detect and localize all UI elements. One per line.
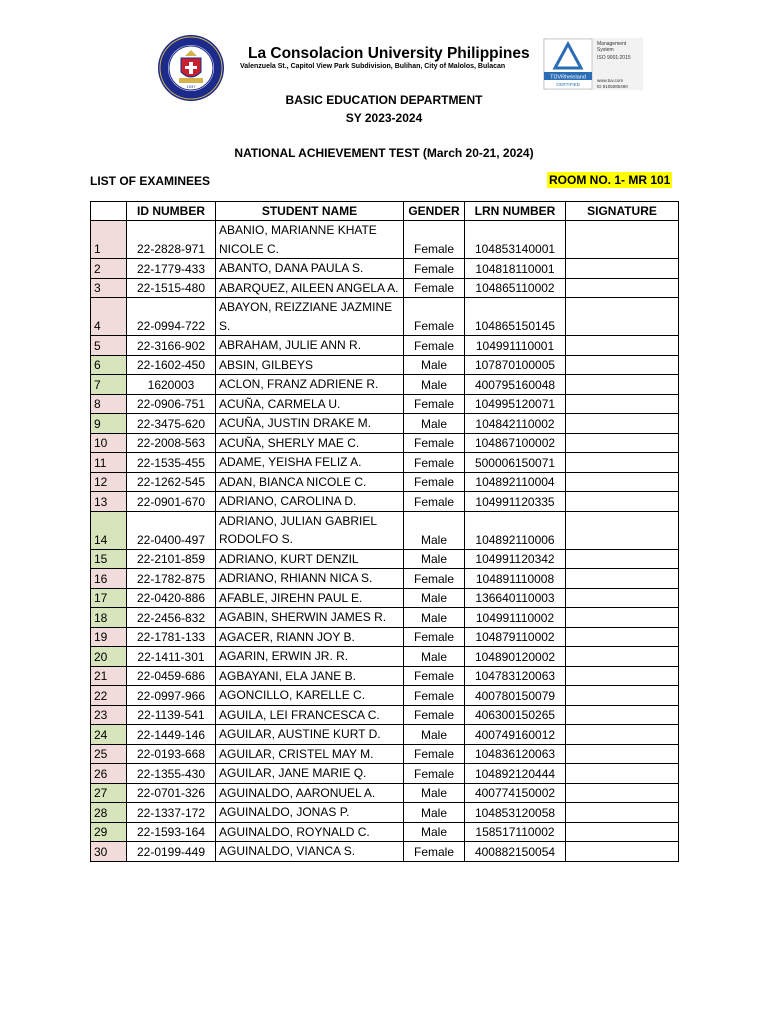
gender-cell: Male: [404, 783, 465, 803]
student-name-cell: ACUÑA, SHERLY MAE C.: [216, 433, 404, 453]
table-row: [91, 375, 679, 395]
lrn-number-cell: 104879110002: [465, 627, 566, 647]
table-row: [91, 492, 679, 512]
svg-text:CERTIFIED: CERTIFIED: [556, 82, 580, 87]
gender-cell: Male: [404, 588, 465, 608]
row-number: 4: [91, 298, 127, 336]
table-row: [91, 608, 679, 628]
student-name-cell: ABSIN, GILBEYS: [216, 355, 404, 375]
lrn-number-cell: 400749160012: [465, 725, 566, 745]
row-number: 11: [91, 453, 127, 473]
signature-cell[interactable]: [566, 725, 679, 745]
row-number: 24: [91, 725, 127, 745]
gender-cell: Female: [404, 453, 465, 473]
gender-cell: Male: [404, 803, 465, 823]
table-row: [91, 298, 679, 336]
gender-cell: Female: [404, 842, 465, 862]
student-name-cell: AGUINALDO, AARONUEL A.: [216, 783, 404, 803]
row-number: 10: [91, 433, 127, 453]
column-header-lrn-number: LRN NUMBER: [465, 202, 566, 221]
id-number-cell: 22-2456-832: [127, 608, 216, 628]
id-number-cell: 22-1449-146: [127, 725, 216, 745]
lrn-number-cell: 104892110004: [465, 472, 566, 492]
gender-cell: Male: [404, 608, 465, 628]
gender-cell: Male: [404, 511, 465, 549]
signature-cell[interactable]: [566, 492, 679, 512]
svg-text:1937: 1937: [186, 84, 196, 89]
examinees-table: [90, 201, 679, 862]
id-number-cell: 22-2008-563: [127, 433, 216, 453]
table-row: [91, 744, 679, 764]
signature-cell[interactable]: [566, 608, 679, 628]
gender-cell: Male: [404, 647, 465, 667]
signature-cell[interactable]: [566, 414, 679, 434]
id-number-cell: 22-1262-545: [127, 472, 216, 492]
lrn-number-cell: 104995120071: [465, 394, 566, 414]
row-number: 5: [91, 336, 127, 356]
column-header-number: [91, 202, 127, 221]
school-year: SY 2023-2024: [345, 111, 423, 125]
id-number-cell: 22-2828-971: [127, 221, 216, 259]
student-name-cell: ADAME, YEISHA FELIZ A.: [216, 453, 404, 473]
signature-cell[interactable]: [566, 822, 679, 842]
student-name-cell: ABANIO, MARIANNE KHATE NICOLE C.: [216, 221, 404, 259]
department-title: BASIC EDUCATION DEPARTMENT: [285, 93, 483, 107]
id-number-cell: 22-0994-722: [127, 298, 216, 336]
student-name-cell: ADRIANO, RHIANN NICA S.: [216, 569, 404, 589]
lrn-number-cell: 406300150265: [465, 705, 566, 725]
row-number: 22: [91, 686, 127, 706]
row-number: 8: [91, 394, 127, 414]
row-number: 7: [91, 375, 127, 395]
student-name-cell: ADRIANO, CAROLINA D.: [216, 492, 404, 512]
row-number: 14: [91, 511, 127, 549]
student-name-cell: AGUILAR, AUSTINE KURT D.: [216, 725, 404, 745]
table-row: [91, 783, 679, 803]
lrn-number-cell: 104783120063: [465, 666, 566, 686]
svg-text:System: System: [597, 47, 614, 53]
table-row: [91, 453, 679, 473]
student-name-cell: AGBAYANI, ELA JANE B.: [216, 666, 404, 686]
lrn-number-cell: 400780150079: [465, 686, 566, 706]
lrn-number-cell: 104865150145: [465, 298, 566, 336]
id-number-cell: 22-1411-301: [127, 647, 216, 667]
gender-cell: Female: [404, 569, 465, 589]
gender-cell: Female: [404, 705, 465, 725]
id-number-cell: 22-0193-668: [127, 744, 216, 764]
student-name-cell: ACUÑA, CARMELA U.: [216, 394, 404, 414]
lrn-number-cell: 104892110006: [465, 511, 566, 549]
university-name: La Consolacion University Philippines: [248, 45, 530, 62]
table-row: [91, 472, 679, 492]
signature-cell[interactable]: [566, 744, 679, 764]
id-number-cell: 22-1535-455: [127, 453, 216, 473]
signature-cell[interactable]: [566, 764, 679, 784]
signature-cell[interactable]: [566, 221, 679, 259]
signature-cell[interactable]: [566, 647, 679, 667]
table-header-row: [91, 202, 679, 221]
gender-cell: Female: [404, 394, 465, 414]
id-number-cell: 22-0199-449: [127, 842, 216, 862]
row-number: 28: [91, 803, 127, 823]
lrn-number-cell: 400774150002: [465, 783, 566, 803]
id-number-cell: 22-1337-172: [127, 803, 216, 823]
table-row: [91, 842, 679, 862]
id-number-cell: 22-0459-686: [127, 666, 216, 686]
gender-cell: Female: [404, 686, 465, 706]
svg-text:www.tuv.com: www.tuv.com: [597, 78, 624, 83]
id-number-cell: 22-0420-886: [127, 588, 216, 608]
row-number: 25: [91, 744, 127, 764]
row-number: 12: [91, 472, 127, 492]
id-number-cell: 22-3475-620: [127, 414, 216, 434]
signature-cell[interactable]: [566, 453, 679, 473]
lrn-number-cell: 400882150054: [465, 842, 566, 862]
lrn-number-cell: 104991110002: [465, 608, 566, 628]
row-number: 2: [91, 259, 127, 279]
table-row: [91, 221, 679, 259]
id-number-cell: 22-0400-497: [127, 511, 216, 549]
id-number-cell: 22-1602-450: [127, 355, 216, 375]
university-seal-logo: [157, 34, 225, 102]
student-name-cell: AGARIN, ERWIN JR. R.: [216, 647, 404, 667]
gender-cell: Female: [404, 472, 465, 492]
id-number-cell: 22-2101-859: [127, 549, 216, 569]
table-row: [91, 725, 679, 745]
gender-cell: Female: [404, 666, 465, 686]
student-name-cell: AFABLE, JIREHN PAUL E.: [216, 588, 404, 608]
lrn-number-cell: 104991120342: [465, 549, 566, 569]
student-name-cell: ADRIANO, JULIAN GABRIEL RODOLFO S.: [216, 511, 404, 549]
id-number-cell: 1620003: [127, 375, 216, 395]
lrn-number-cell: 500006150071: [465, 453, 566, 473]
id-number-cell: 22-0701-326: [127, 783, 216, 803]
signature-cell[interactable]: [566, 803, 679, 823]
lrn-number-cell: 136640110003: [465, 588, 566, 608]
id-number-cell: 22-0997-966: [127, 686, 216, 706]
student-name-cell: AGUILAR, JANE MARIE Q.: [216, 764, 404, 784]
student-name-cell: AGUINALDO, VIANCA S.: [216, 842, 404, 862]
tuv-certification-logo: [543, 38, 643, 90]
row-number: 13: [91, 492, 127, 512]
student-name-cell: ABRAHAM, JULIE ANN R.: [216, 336, 404, 356]
table-row: [91, 549, 679, 569]
row-number: 6: [91, 355, 127, 375]
signature-cell[interactable]: [566, 549, 679, 569]
room-number-label: ROOM NO. 1- MR 101: [549, 173, 671, 187]
lrn-number-cell: 104842110002: [465, 414, 566, 434]
gender-cell: Male: [404, 549, 465, 569]
column-header-gender: GENDER: [404, 202, 465, 221]
gender-cell: Male: [404, 414, 465, 434]
svg-text:Management: Management: [597, 41, 627, 47]
lrn-number-cell: 158517110002: [465, 822, 566, 842]
student-name-cell: ACUÑA, JUSTIN DRAKE M.: [216, 414, 404, 434]
table-row: [91, 764, 679, 784]
row-number: 9: [91, 414, 127, 434]
table-row: [91, 336, 679, 356]
gender-cell: Male: [404, 355, 465, 375]
signature-cell[interactable]: [566, 298, 679, 336]
signature-cell[interactable]: [566, 511, 679, 549]
student-name-cell: AGUILA, LEI FRANCESCA C.: [216, 705, 404, 725]
exam-title: NATIONAL ACHIEVEMENT TEST (March 20-21, 2024): [234, 146, 534, 160]
table-body: [91, 221, 679, 862]
signature-cell[interactable]: [566, 588, 679, 608]
id-number-cell: 22-0906-751: [127, 394, 216, 414]
row-number: 21: [91, 666, 127, 686]
lrn-number-cell: 104991110001: [465, 336, 566, 356]
column-header-signature: SIGNATURE: [566, 202, 679, 221]
lrn-number-cell: 104891110008: [465, 569, 566, 589]
row-number: 18: [91, 608, 127, 628]
row-number: 15: [91, 549, 127, 569]
signature-cell[interactable]: [566, 705, 679, 725]
gender-cell: Female: [404, 744, 465, 764]
signature-cell[interactable]: [566, 783, 679, 803]
gender-cell: Female: [404, 278, 465, 298]
id-number-cell: 22-3166-902: [127, 336, 216, 356]
student-name-cell: ABAYON, REIZZIANE JAZMINE S.: [216, 298, 404, 336]
gender-cell: Female: [404, 492, 465, 512]
row-number: 27: [91, 783, 127, 803]
gender-cell: Female: [404, 298, 465, 336]
student-name-cell: AGUILAR, CRISTEL MAY M.: [216, 744, 404, 764]
table-row: [91, 511, 679, 549]
id-number-cell: 22-1781-133: [127, 627, 216, 647]
table-row: [91, 569, 679, 589]
lrn-number-cell: 104836120063: [465, 744, 566, 764]
id-number-cell: 22-1139-541: [127, 705, 216, 725]
id-number-cell: 22-1355-430: [127, 764, 216, 784]
table-row: [91, 803, 679, 823]
gender-cell: Female: [404, 433, 465, 453]
table-row: [91, 414, 679, 434]
row-number: 16: [91, 569, 127, 589]
table-row: [91, 822, 679, 842]
lrn-number-cell: 104818110001: [465, 259, 566, 279]
table-row: [91, 394, 679, 414]
student-name-cell: AGACER, RIANN JOY B.: [216, 627, 404, 647]
signature-cell[interactable]: [566, 278, 679, 298]
table-row: [91, 355, 679, 375]
table-row: [91, 647, 679, 667]
lrn-number-cell: 104865110002: [465, 278, 566, 298]
table-row: [91, 588, 679, 608]
svg-text:ISO 9001:2015: ISO 9001:2015: [597, 55, 631, 61]
lrn-number-cell: 104991120335: [465, 492, 566, 512]
signature-cell[interactable]: [566, 472, 679, 492]
student-name-cell: ABARQUEZ, AILEEN ANGELA A.: [216, 278, 404, 298]
signature-cell[interactable]: [566, 336, 679, 356]
row-number: 3: [91, 278, 127, 298]
table-row: [91, 666, 679, 686]
lrn-number-cell: 104867100002: [465, 433, 566, 453]
list-of-examinees-label: LIST OF EXAMINEES: [90, 174, 211, 188]
student-name-cell: AGUINALDO, ROYNALD C.: [216, 822, 404, 842]
document-header: [0, 0, 768, 100]
id-number-cell: 22-1593-164: [127, 822, 216, 842]
signature-cell[interactable]: [566, 433, 679, 453]
svg-text:TÜVRheinland: TÜVRheinland: [550, 74, 586, 81]
id-number-cell: 22-0901-670: [127, 492, 216, 512]
column-header-id-number: ID NUMBER: [127, 202, 216, 221]
svg-text:ID 9105085490: ID 9105085490: [597, 84, 628, 89]
signature-cell[interactable]: [566, 259, 679, 279]
signature-cell[interactable]: [566, 375, 679, 395]
signature-cell[interactable]: [566, 842, 679, 862]
lrn-number-cell: 104853120058: [465, 803, 566, 823]
lrn-number-cell: 104892120444: [465, 764, 566, 784]
lrn-number-cell: 104853140001: [465, 221, 566, 259]
student-name-cell: ADAN, BIANCA NICOLE C.: [216, 472, 404, 492]
lrn-number-cell: 104890120002: [465, 647, 566, 667]
id-number-cell: 22-1782-875: [127, 569, 216, 589]
row-number: 23: [91, 705, 127, 725]
gender-cell: Male: [404, 822, 465, 842]
signature-cell[interactable]: [566, 569, 679, 589]
lrn-number-cell: 107870100005: [465, 355, 566, 375]
row-number: 17: [91, 588, 127, 608]
table-row: [91, 259, 679, 279]
row-number: 19: [91, 627, 127, 647]
table-row: [91, 705, 679, 725]
student-name-cell: ABANTO, DANA PAULA S.: [216, 259, 404, 279]
gender-cell: Male: [404, 725, 465, 745]
university-address: Valenzuela St., Capitol View Park Subdivision, Bulihan, City of Malolos, Bulacan: [240, 63, 506, 70]
row-number: 20: [91, 647, 127, 667]
row-number: 30: [91, 842, 127, 862]
table-row: [91, 278, 679, 298]
row-number: 26: [91, 764, 127, 784]
gender-cell: Female: [404, 627, 465, 647]
signature-cell[interactable]: [566, 666, 679, 686]
student-name-cell: ADRIANO, KURT DENZIL: [216, 549, 404, 569]
id-number-cell: 22-1515-480: [127, 278, 216, 298]
gender-cell: Female: [404, 221, 465, 259]
student-name-cell: AGUINALDO, JONAS P.: [216, 803, 404, 823]
student-name-cell: AGABIN, SHERWIN JAMES R.: [216, 608, 404, 628]
gender-cell: Female: [404, 259, 465, 279]
gender-cell: Female: [404, 764, 465, 784]
table-row: [91, 686, 679, 706]
row-number: 29: [91, 822, 127, 842]
lrn-number-cell: 400795160048: [465, 375, 566, 395]
id-number-cell: 22-1779-433: [127, 259, 216, 279]
signature-cell[interactable]: [566, 686, 679, 706]
gender-cell: Female: [404, 336, 465, 356]
table-row: [91, 627, 679, 647]
signature-cell[interactable]: [566, 394, 679, 414]
column-header-student-name: STUDENT NAME: [216, 202, 404, 221]
signature-cell[interactable]: [566, 355, 679, 375]
signature-cell[interactable]: [566, 627, 679, 647]
row-number: 1: [91, 221, 127, 259]
student-name-cell: AGONCILLO, KARELLE C.: [216, 686, 404, 706]
gender-cell: Male: [404, 375, 465, 395]
student-name-cell: ACLON, FRANZ ADRIENE R.: [216, 375, 404, 395]
table-row: [91, 433, 679, 453]
